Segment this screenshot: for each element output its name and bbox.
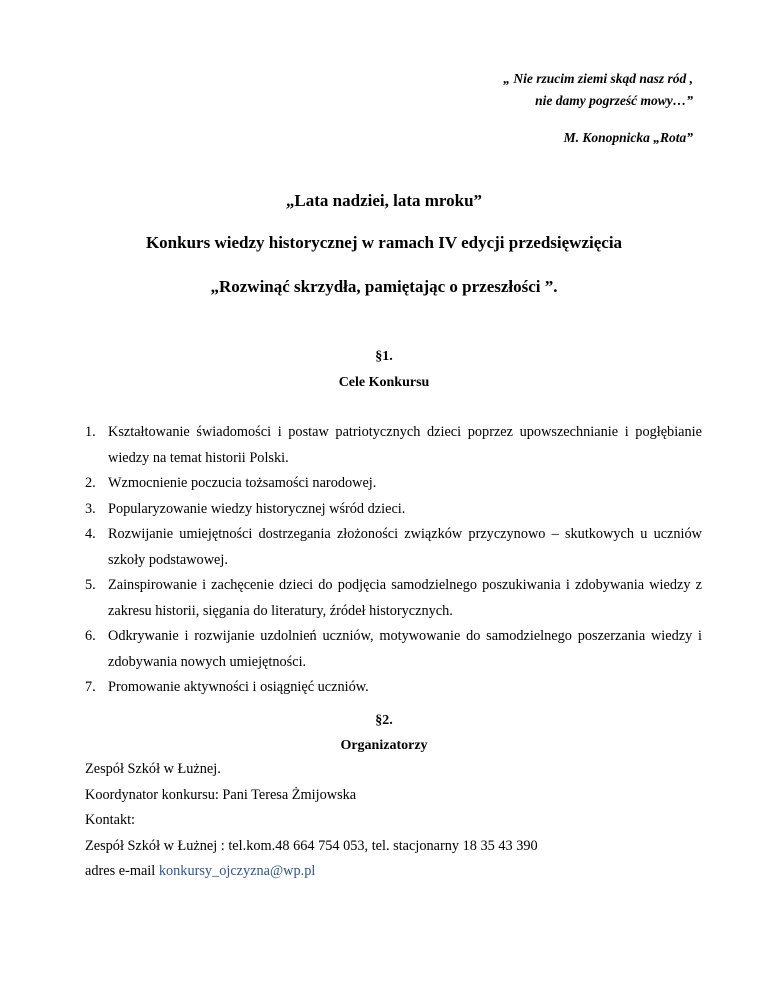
- email-link[interactable]: konkursy_ojczyzna@wp.pl: [158, 863, 316, 879]
- section-1-heading: Cele Konkursu: [338, 375, 430, 390]
- list-item-text: Popularyzowanie wiedzy historycznej wśród dzieci.: [108, 500, 406, 517]
- epigraph: [503, 68, 693, 149]
- list-item-number: 2.: [85, 475, 96, 491]
- email-label: adres e-mail: [85, 863, 159, 879]
- project-name: „Rozwinąć skrzydła, pamiętając o przeszłości ”.: [210, 277, 558, 296]
- organizer-coordinator: Koordynator konkursu: Pani Teresa Żmijowska: [85, 786, 357, 803]
- epigraph-line-2: nie damy pogrześć mowy…”: [535, 93, 693, 108]
- document-subtitle: Konkurs wiedzy historycznej w ramach IV edycji przedsięwzięcia: [145, 233, 623, 252]
- list-item-text: Kształtowanie świadomości i postaw patriotycznych dzieci poprzez upowszechnianie i pogłębianie wiedzy na temat historii Polski.: [108, 424, 702, 466]
- epigraph-line-1: „ Nie rzucim ziemi skąd nasz ród ,: [503, 71, 693, 86]
- list-item: [85, 624, 702, 675]
- section-2-heading: Organizatorzy: [340, 738, 428, 753]
- organizers-info: [85, 757, 538, 885]
- list-item-number: 5.: [85, 577, 96, 593]
- list-item-number: 4.: [85, 526, 96, 542]
- list-item-text: Promowanie aktywności i osiągnięć uczniów.: [108, 679, 369, 695]
- epigraph-author: M. Konopnicka „Rota”: [563, 130, 693, 145]
- list-item: [85, 522, 702, 573]
- list-item: [85, 675, 702, 701]
- list-item: [85, 573, 702, 624]
- contact-phones: Zespół Szkół w Łużnej : tel.kom.48 664 754 053, tel. stacjonarny 18 35 43 390: [85, 837, 538, 854]
- goals-list: [85, 420, 702, 701]
- list-item-number: 3.: [85, 500, 96, 517]
- list-item: [85, 497, 702, 523]
- list-item-text: Rozwijanie umiejętności dostrzegania złożoności związków przyczynowo – skutkowych u uczniów szkoły podstawowej.: [108, 526, 702, 568]
- contact-email-line: [85, 859, 538, 885]
- list-item: [85, 471, 702, 497]
- title-block: [0, 190, 768, 298]
- section-2-number: §2.: [375, 713, 393, 728]
- organizer-school: Zespół Szkół w Łużnej.: [85, 761, 221, 777]
- section-1-number: §1.: [375, 349, 393, 364]
- list-item: [85, 420, 702, 471]
- list-item-text: Wzmocnienie poczucia tożsamości narodowej.: [108, 475, 377, 491]
- list-item-text: Zainspirowanie i zachęcenie dzieci do podjęcia samodzielnego poszukiwania i zdobywania wiedzy z zakresu historii, sięgania do literatury, źródeł historycznych.: [108, 577, 702, 619]
- list-item-number: 7.: [85, 679, 96, 695]
- list-item-text: Odkrywanie i rozwijanie uzdolnień uczniów, motywowanie do samodzielnego poszerzania wiedzy i zdobywania nowych umiejętności.: [108, 628, 702, 670]
- document-title: „Lata nadziei, lata mroku”: [285, 191, 483, 210]
- contact-label: Kontakt:: [85, 812, 136, 828]
- list-item-number: 1.: [85, 424, 96, 440]
- list-item-number: 6.: [85, 628, 96, 644]
